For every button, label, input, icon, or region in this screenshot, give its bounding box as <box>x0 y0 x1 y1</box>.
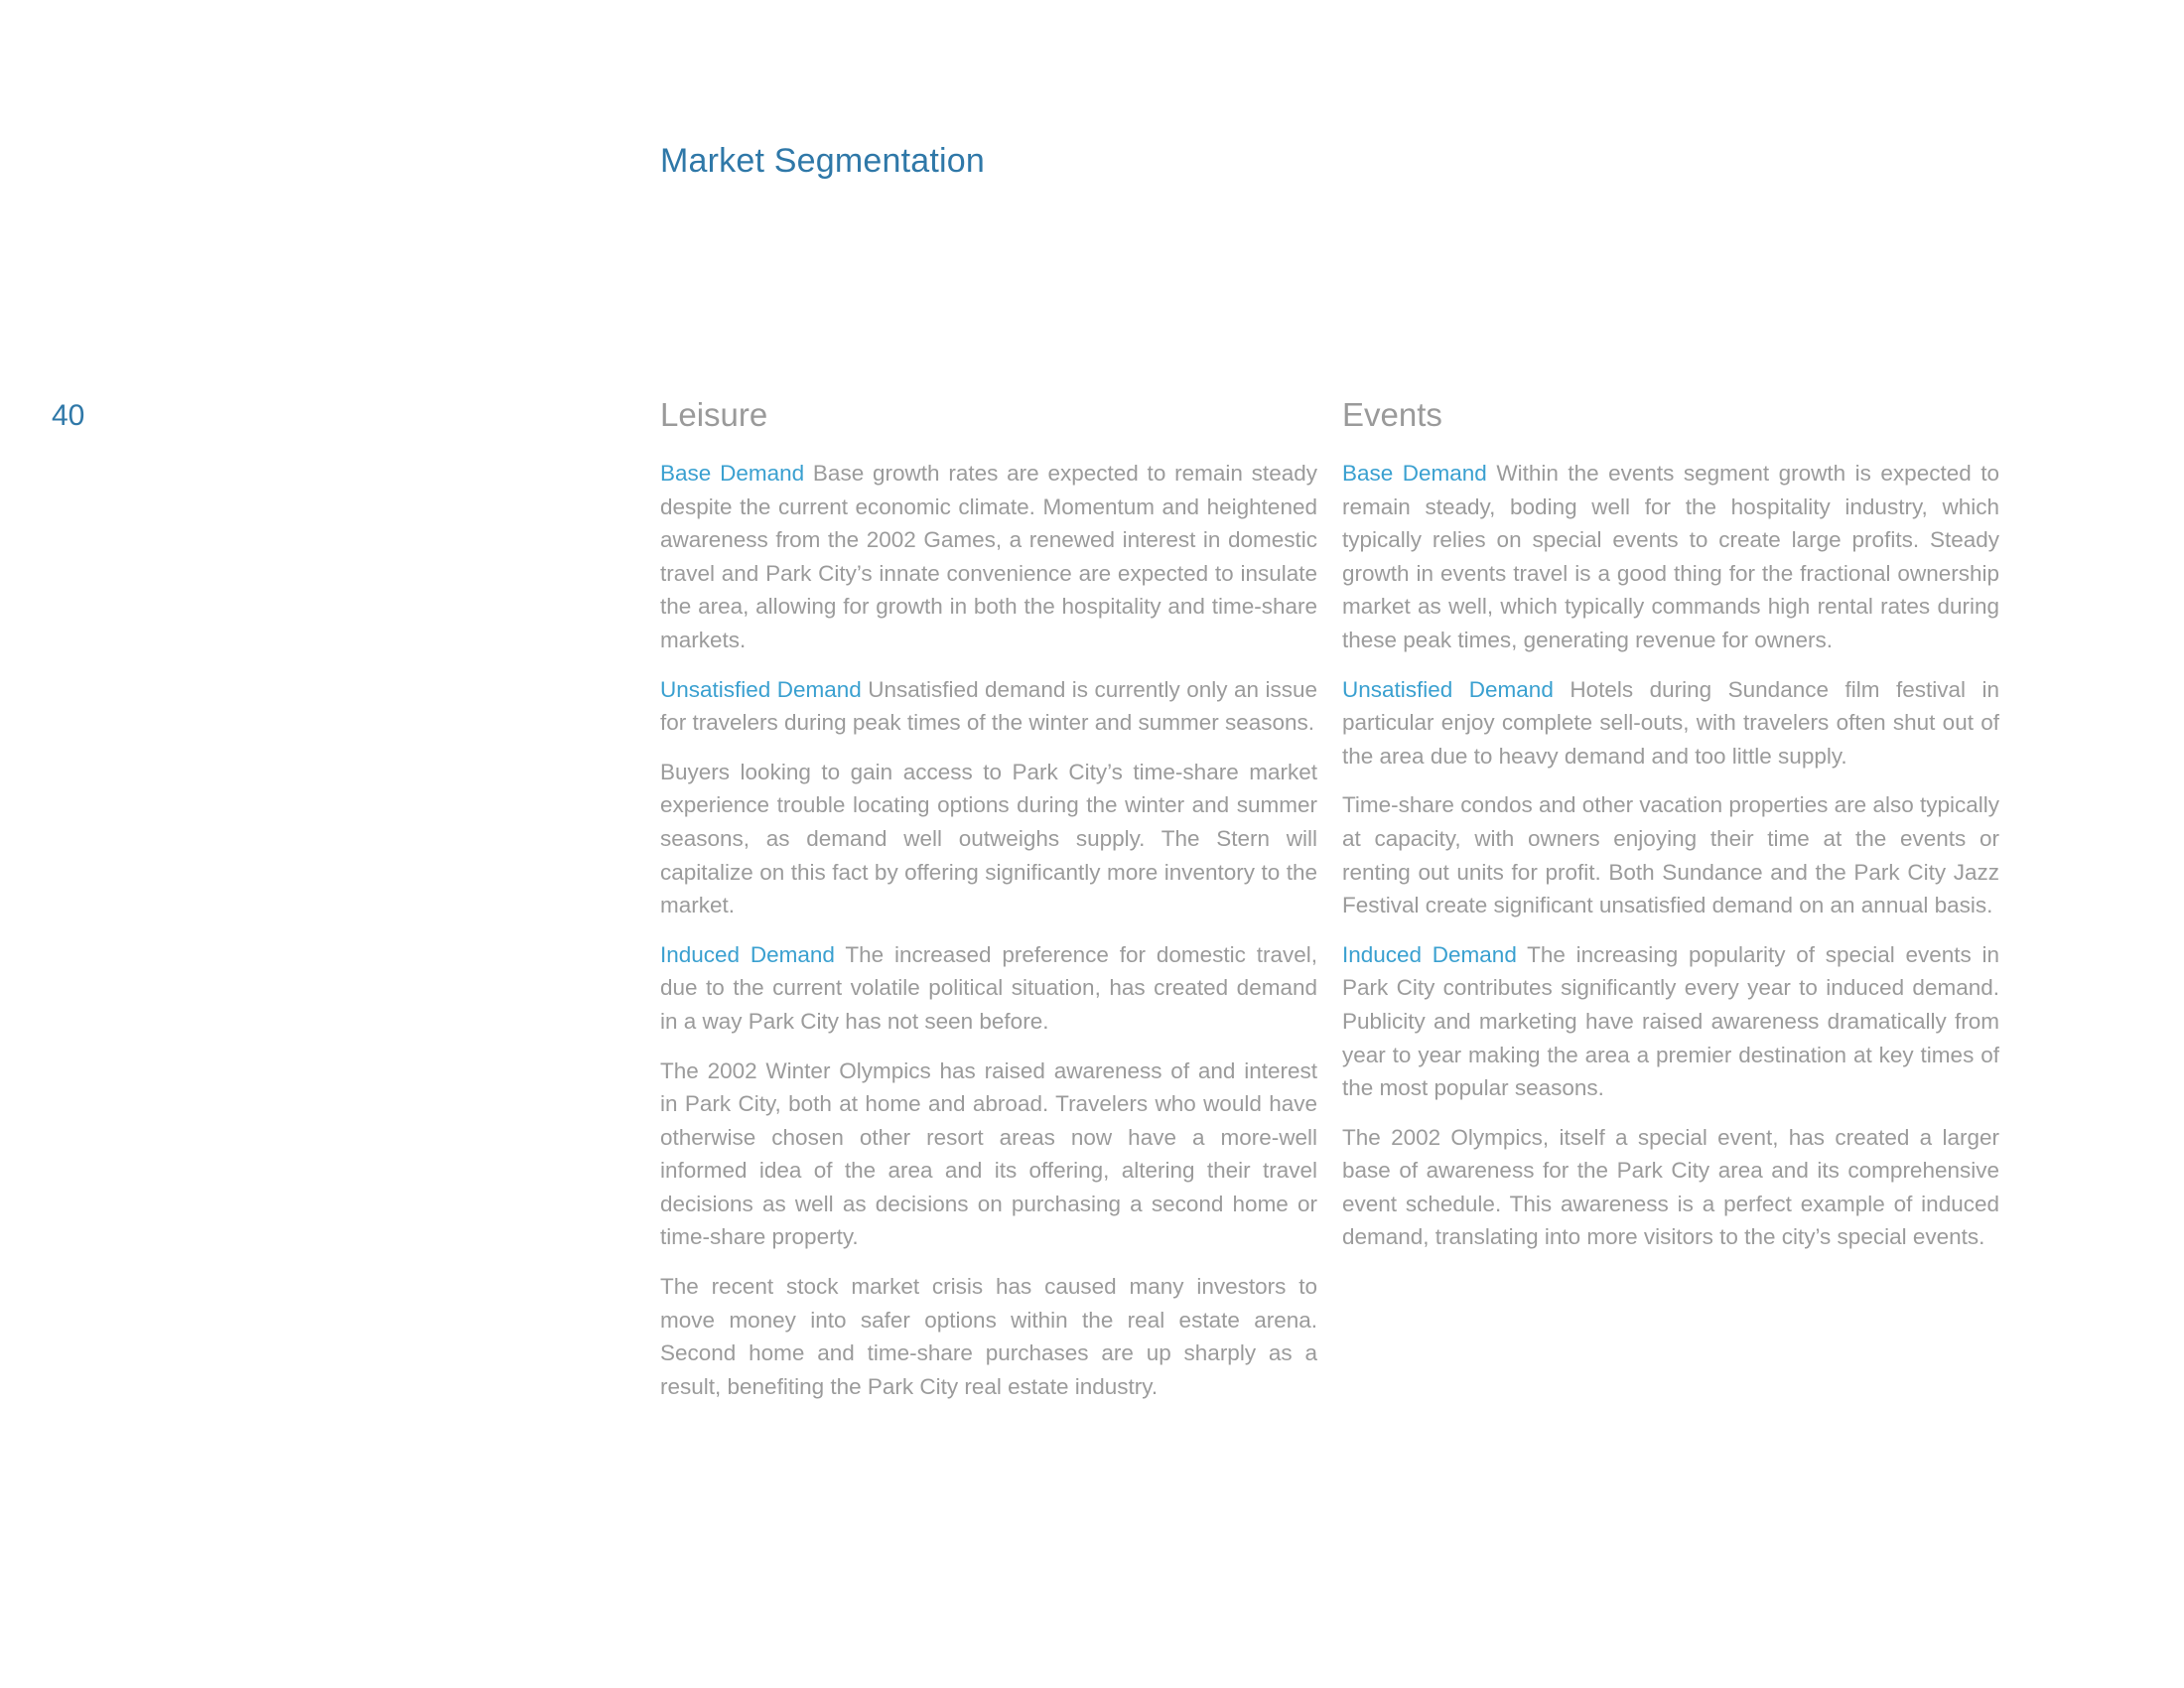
events-paragraph <box>1342 457 1999 657</box>
leisure-paragraph <box>660 938 1317 1039</box>
paragraph-text: The 2002 Winter Olympics has raised awareness of and interest in Park City, both at home and abroad. Travelers who would have otherwise chosen other resort areas now have a more-well informed idea of the area and its offering, altering their travel decisions as well as decisions on purchasing a second home or time-share property. <box>660 1057 1317 1250</box>
paragraph-text: The 2002 Olympics, itself a special event, has created a larger base of awareness for the Park City area and its comprehensive event schedule. This awareness is a perfect example of induced demand, translating into more visitors to the city’s special events. <box>1342 1124 1999 1250</box>
leisure-paragraph <box>660 1055 1317 1255</box>
paragraph-text: Within the events segment growth is expected to remain steady, boding well for the hospitality industry, which typically relies on special events to create large profits. Steady growth in events travel is a good thing for the fractional ownership market as well, which typically commands high rental rates during these peak times, generating revenue for owners. <box>1342 461 1999 652</box>
page-number: 40 <box>52 399 85 432</box>
leisure-heading: Leisure <box>660 396 768 433</box>
leisure-paragraph <box>660 673 1317 740</box>
paragraph-text: Buyers looking to gain access to Park City’s time-share market experience trouble locating options during the winter and summer seasons, as demand well outweighs supply. The Stern will capitalize on this fact by offering significantly more inventory to the market. <box>660 759 1317 918</box>
events-paragraph <box>1342 673 1999 774</box>
paragraph-text: Base growth rates are expected to remain steady despite the current economic climate. Momentum and heightened awareness from the 2002 Games, a renewed interest in domestic travel and Park City’s innate convenience are expected to insulate the area, allowing for growth in both the hospitality and time-share markets. <box>660 461 1317 652</box>
leisure-column <box>660 395 1317 1419</box>
events-column <box>1342 395 1999 1270</box>
leisure-paragraph <box>660 1270 1317 1403</box>
paragraph-text: Hotels during Sundance film festival in particular enjoy complete sell-outs, with travelers often shut out of the area due to heavy demand and too little supply. <box>1342 676 1999 769</box>
events-paragraph <box>1342 1121 1999 1254</box>
events-paragraph <box>1342 788 1999 921</box>
events-heading: Events <box>1342 396 1442 433</box>
paragraph-text: The increasing popularity of special events in Park City contributes significantly every year to induced demand. Publicity and marketing have raised awareness dramatically from year to year making the area a premier destination at key times of the most popular seasons. <box>1342 941 1999 1101</box>
lead-in: Base Demand <box>660 461 805 486</box>
leisure-paragraph <box>660 457 1317 657</box>
lead-in: Base Demand <box>1342 461 1487 486</box>
leisure-paragraph <box>660 756 1317 922</box>
lead-in: Induced Demand <box>1342 941 1517 967</box>
events-paragraph <box>1342 938 1999 1105</box>
paragraph-text: Time-share condos and other vacation properties are also typically at capacity, with owners enjoying their time at the events or renting out units for profit. Both Sundance and the Park City Jazz Festival create significant unsatisfied demand on an annual basis. <box>1342 792 2000 918</box>
paragraph-text: The increased preference for domestic travel, due to the current volatile political situation, has created demand in a way Park City has not seen before. <box>660 941 1317 1034</box>
paragraph-text: Unsatisfied demand is currently only an issue for travelers during peak times of the winter and summer seasons. <box>660 676 1317 736</box>
paragraph-text: The recent stock market crisis has caused many investors to move money into safer options within the real estate arena. Second home and time-share purchases are up sharply as a result, benefiting the Park City real estate industry. <box>660 1274 1317 1399</box>
lead-in: Unsatisfied Demand <box>1342 676 1554 702</box>
lead-in: Unsatisfied Demand <box>660 676 862 702</box>
page-title: Market Segmentation <box>660 142 985 180</box>
lead-in: Induced Demand <box>660 941 835 967</box>
